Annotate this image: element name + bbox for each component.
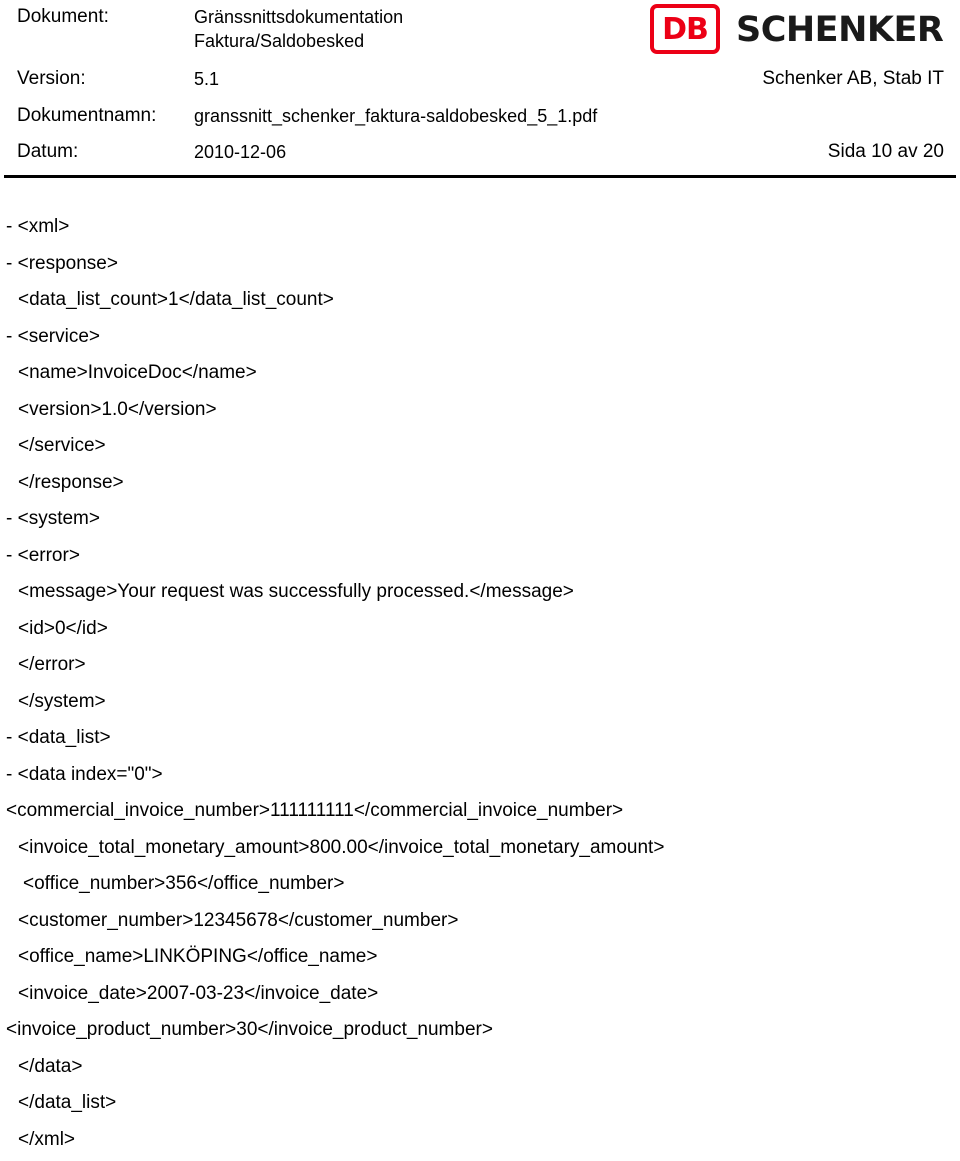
xml-line: - <response> [6, 249, 664, 286]
company-name: Schenker AB, Stab IT [762, 67, 944, 91]
xml-line: - <service> [6, 322, 664, 359]
xml-line: - <data_list> [6, 723, 664, 760]
document-title-line2: Faktura/Saldobesked [194, 29, 364, 53]
xml-line: </xml> [6, 1125, 664, 1161]
xml-line: <invoice_total_monetary_amount>800.00</invoice_total_monetary_amount> [6, 833, 664, 870]
xml-line: <name>InvoiceDoc</name> [6, 358, 664, 395]
xml-line: <id>0</id> [6, 614, 664, 651]
document-title-line1: Gränssnittsdokumentation [194, 5, 403, 29]
xml-line: <message>Your request was successfully processed.</message> [6, 577, 664, 614]
xml-line: </service> [6, 431, 664, 468]
page-info: Sida 10 av 20 [828, 140, 944, 164]
version-label: Version: [17, 67, 86, 91]
db-logo-text: DB [654, 13, 716, 47]
date-value: 2010-12-06 [194, 140, 286, 164]
xml-line: </system> [6, 687, 664, 724]
version-value: 5.1 [194, 67, 219, 91]
xml-line: - <error> [6, 541, 664, 578]
document-name-label: Dokumentnamn: [17, 104, 156, 128]
xml-line: </response> [6, 468, 664, 505]
xml-line: <invoice_product_number>30</invoice_product_number> [6, 1015, 664, 1052]
xml-listing [6, 212, 664, 1161]
xml-line: <office_name>LINKÖPING</office_name> [6, 942, 664, 979]
document-name-value: granssnitt_schenker_faktura-saldobesked_5_1.pdf [194, 104, 597, 128]
db-schenker-logo [650, 4, 945, 54]
db-logo-box [650, 4, 720, 54]
header-divider [4, 175, 956, 178]
schenker-logo-text: SCHENKER [736, 10, 943, 50]
xml-line: - <xml> [6, 212, 664, 249]
xml-line: <customer_number>12345678</customer_number> [6, 906, 664, 943]
xml-line: <commercial_invoice_number>111111111</commercial_invoice_number> [6, 796, 664, 833]
xml-line: <invoice_date>2007-03-23</invoice_date> [6, 979, 664, 1016]
xml-line: - <data index="0"> [6, 760, 664, 797]
xml-line: </error> [6, 650, 664, 687]
xml-line: </data_list> [6, 1088, 664, 1125]
xml-line: <data_list_count>1</data_list_count> [6, 285, 664, 322]
xml-line: - <system> [6, 504, 664, 541]
xml-line: <office_number>356</office_number> [6, 869, 664, 906]
date-label: Datum: [17, 140, 78, 164]
xml-line: <version>1.0</version> [6, 395, 664, 432]
document-label: Dokument: [17, 5, 109, 29]
xml-line: </data> [6, 1052, 664, 1089]
